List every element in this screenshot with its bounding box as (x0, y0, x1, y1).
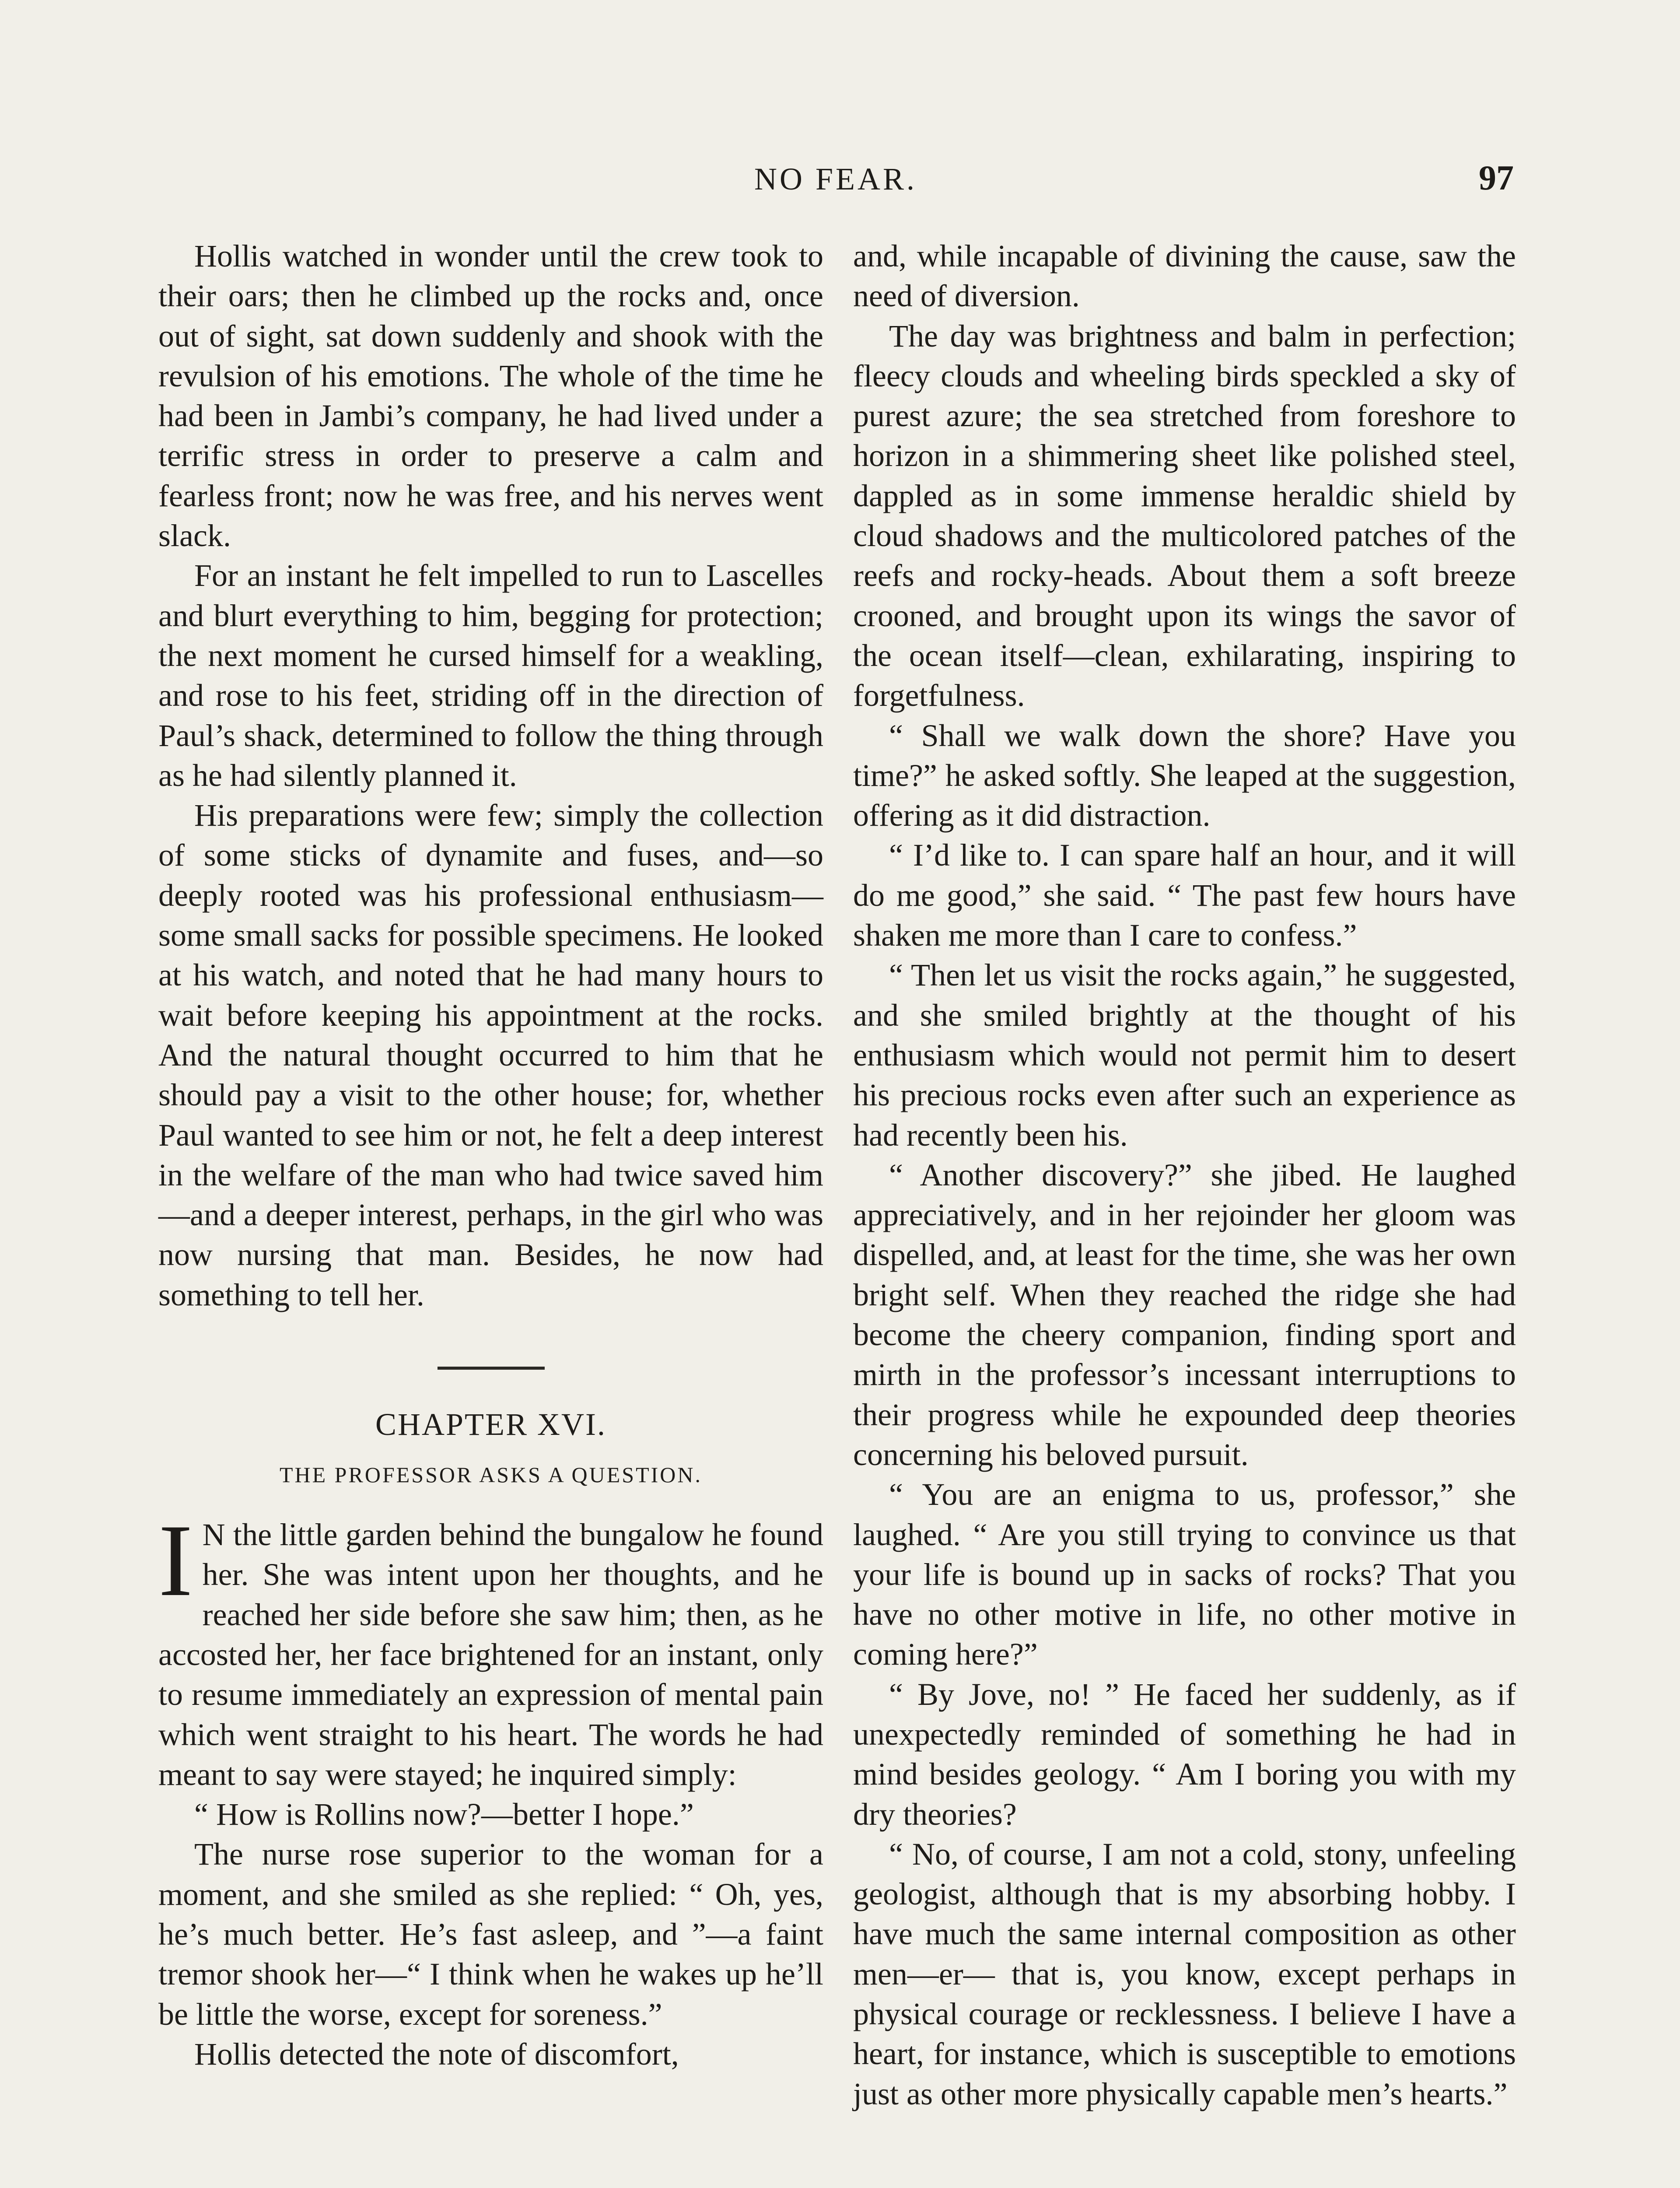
paragraph: “ I’d like to. I can spare half an hour, and it will do me good,” she said. “ The past few hours have shaken me more than I care to confess.” (853, 838, 1516, 953)
chapter-subtitle: THE PROFESSOR ASKS A QUESTION. (279, 1462, 703, 1487)
right-column (853, 236, 1516, 2114)
paragraph: For an instant he felt impelled to run to Lascelles and blurt everything to him, begging for protection; the next moment he cursed himself for a weakling, and rose to his feet, striding off in the direction of Paul’s shack, determined to follow the thing through as he had silently planned it. (158, 558, 823, 793)
paragraph: The day was brightness and balm in perfection; fleecy clouds and wheeling birds speckled a sky of purest azure; the sea stretched from foreshore to horizon in a shimmering sheet like polished steel, dappled as in some immense heraldic shield by cloud shadows and the multicolored patches of the reefs and rocky-heads. About them a soft breeze crooned, and brought upon its wings the savor of the ocean itself—clean, exhilarating, inspiring to forgetfulness. (853, 318, 1516, 713)
opening-text: N the little garden behind the bungalow he found her. She was intent upon her thoughts, and he reached her side before she saw him; then, as he accosted her, her face brightened for an instant, only to resume immediately an expression of mental pain which went straight to his heart. The words he had meant to say were stayed; he inquired simply: (158, 1517, 823, 1792)
page-number: 97 (1479, 159, 1514, 197)
paragraph: “ No, of course, I am not a cold, stony, unfeeling geologist, although that is my absorbing hobby. I have much the same internal composition as other men—er— that is, you know, except perhaps in physical courage or recklessness. I believe I have a heart, for instance, which is susceptible to emotions just as other more physically capable men’s hearts.” (853, 1836, 1516, 2111)
paragraph: His preparations were few; simply the collection of some sticks of dynamite and fuses, and—so deeply rooted was his professional enthusiasm—some small sacks for possible specimens. He looked at his watch, and noted that he had many hours to wait before keeping his appointment at the rocks. And the natural thought occurred to him that he should pay a visit to the other house; for, whether Paul wanted to see him or not, he felt a deep interest in the welfare of the man who had twice saved him—and a deeper interest, perhaps, in the girl who was now nursing that man. Besides, he now had something to tell her. (158, 798, 823, 1312)
paragraph: “ How is Rollins now?—better I hope.” (194, 1797, 694, 1832)
paragraph: Hollis detected the note of discomfort, (194, 2036, 679, 2072)
paragraph: “ You are an enigma to us, professor,” she laughed. “ Are you still trying to convince us that your life is bound up in sacks of rocks? That you have no other motive in life, no other motive in coming here?” (853, 1477, 1516, 1672)
continued-paragraph: and, while incapable of divining the cause, saw the need of diversion. (853, 238, 1516, 314)
paragraph: “ Shall we walk down the shore? Have you time?” he asked softly. She leaped at the suggestion, offering as it did distraction. (853, 718, 1516, 833)
section-divider (438, 1367, 545, 1370)
drop-cap: I (158, 1504, 193, 1618)
paragraph: “ Another discovery?” she jibed. He laughed appreciatively, and in her rejoinder her gloom was dispelled, and, at least for the time, she was her own bright self. When they reached the ridge she had become the cheery companion, finding sport and mirth in the professor’s incessant interruptions to their progress while he expounded deep theories concerning his beloved pursuit. (853, 1157, 1516, 1472)
paragraph: “ By Jove, no! ” He faced her suddenly, as if unexpectedly reminded of something he had in mind besides geology. “ Am I boring you with my dry theories? (853, 1676, 1516, 1832)
chapter-title: CHAPTER XVI. (375, 1407, 606, 1442)
left-column (158, 236, 823, 2074)
running-title: NO FEAR. (754, 161, 917, 196)
paragraph: Hollis watched in wonder until the crew took to their oars; then he climbed up the rocks and, once out of sight, sat down suddenly and shook with the revulsion of his emotions. The whole of the time he had been in Jambi’s company, he had lived under a terrific stress in order to preserve a calm and fearless front; now he was free, and his nerves went slack. (158, 238, 823, 554)
paragraph: “ Then let us visit the rocks again,” he suggested, and she smiled brightly at the thought of his enthusiasm which would not permit him to desert his precious rocks even after such an experience as had recently been his. (853, 957, 1516, 1153)
paragraph: The nurse rose superior to the woman for a moment, and she smiled as she replied: “ Oh, yes, he’s much better. He’s fast asleep, and ”—a faint tremor shook her—“ I think when he wakes up he’ll be little the worse, except for soreness.” (158, 1837, 823, 2032)
running-head (158, 161, 1514, 209)
chapter-opening-paragraph (158, 1504, 823, 1795)
